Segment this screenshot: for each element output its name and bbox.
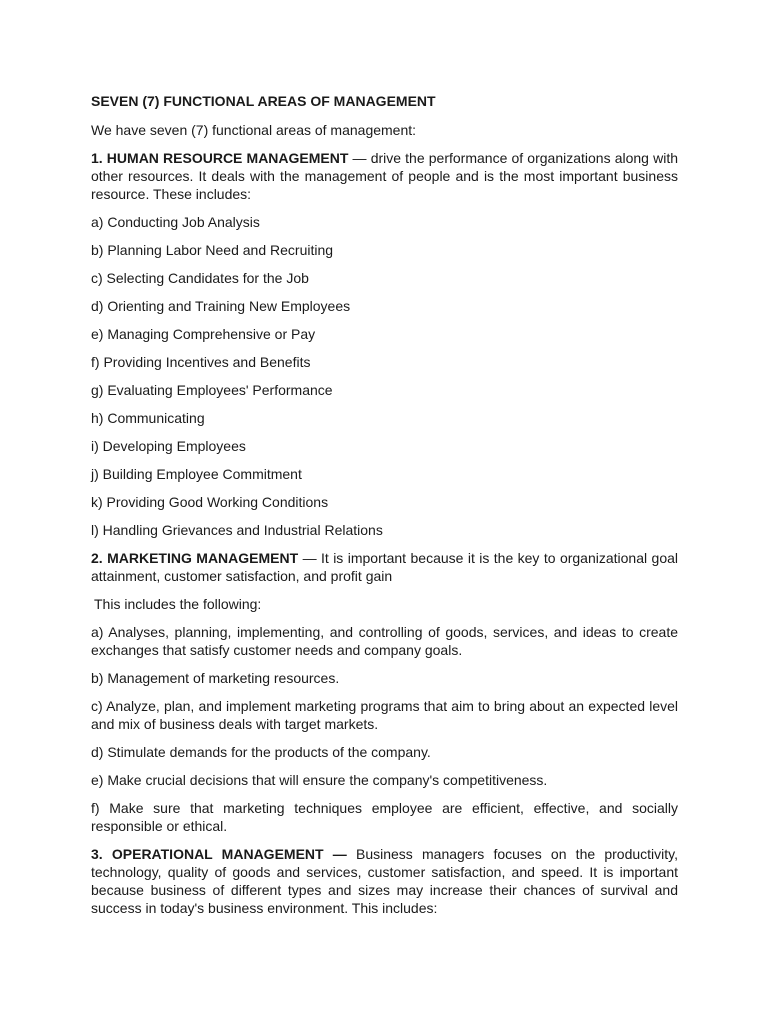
list-item: e) Managing Comprehensive or Pay <box>91 326 316 342</box>
document-title: SEVEN (7) FUNCTIONAL AREAS OF MANAGEMENT <box>91 93 436 109</box>
document-page <box>91 92 678 927</box>
list-item: d) Orienting and Training New Employees <box>91 298 351 314</box>
intro-text: We have seven (7) functional areas of management: <box>91 122 417 138</box>
list-item: g) Evaluating Employees' Performance <box>91 382 333 398</box>
section-marketing-paragraph <box>91 549 678 585</box>
list-item: a) Analyses, planning, implementing, and controlling of goods, services, and ideas to create exchanges that satisfy customer needs and company goals. <box>91 624 678 658</box>
list-item: b) Planning Labor Need and Recruiting <box>91 242 334 258</box>
list-item: h) Communicating <box>91 410 205 426</box>
section-operational-paragraph <box>91 845 678 917</box>
list-item: e) Make crucial decisions that will ensure the company's competitiveness. <box>91 772 548 788</box>
section-hrm-heading: 1. HUMAN RESOURCE MANAGEMENT <box>91 150 349 166</box>
list-item: f) Make sure that marketing techniques employee are efficient, effective, and socially responsible or ethical. <box>91 800 678 834</box>
section-hrm-body: — drive the performance of organizations along with other resources. It deals with the management of people and is the most important business resource. These includes: <box>91 150 678 202</box>
list-item: k) Providing Good Working Conditions <box>91 494 329 510</box>
list-item: i) Developing Employees <box>91 438 246 454</box>
list-item: a) Conducting Job Analysis <box>91 214 260 230</box>
list-item: d) Stimulate demands for the products of the company. <box>91 744 431 760</box>
section-marketing-body: — It is important because it is the key to organizational goal attainment, customer satisfaction, and profit gain <box>91 550 678 584</box>
section-hrm-paragraph <box>91 149 678 203</box>
list-item: l) Handling Grievances and Industrial Relations <box>91 522 383 538</box>
section-operational-body: Business managers focuses on the productivity, technology, quality of goods and services, customer satisfaction, and speed. It is important because business of different types and sizes may increase their chances of survival and success in today's business environment. This includes: <box>91 846 679 916</box>
section-marketing-note: This includes the following: <box>94 596 262 612</box>
list-item: f) Providing Incentives and Benefits <box>91 354 311 370</box>
section-marketing-heading: 2. MARKETING MANAGEMENT <box>91 550 299 566</box>
list-item: c) Analyze, plan, and implement marketing programs that aim to bring about an expected level and mix of business deals with target markets. <box>91 698 678 732</box>
list-item: j) Building Employee Commitment <box>91 466 302 482</box>
list-item: c) Selecting Candidates for the Job <box>91 270 309 286</box>
section-operational-heading: 3. OPERATIONAL MANAGEMENT — <box>91 846 347 862</box>
list-item: b) Management of marketing resources. <box>91 670 340 686</box>
